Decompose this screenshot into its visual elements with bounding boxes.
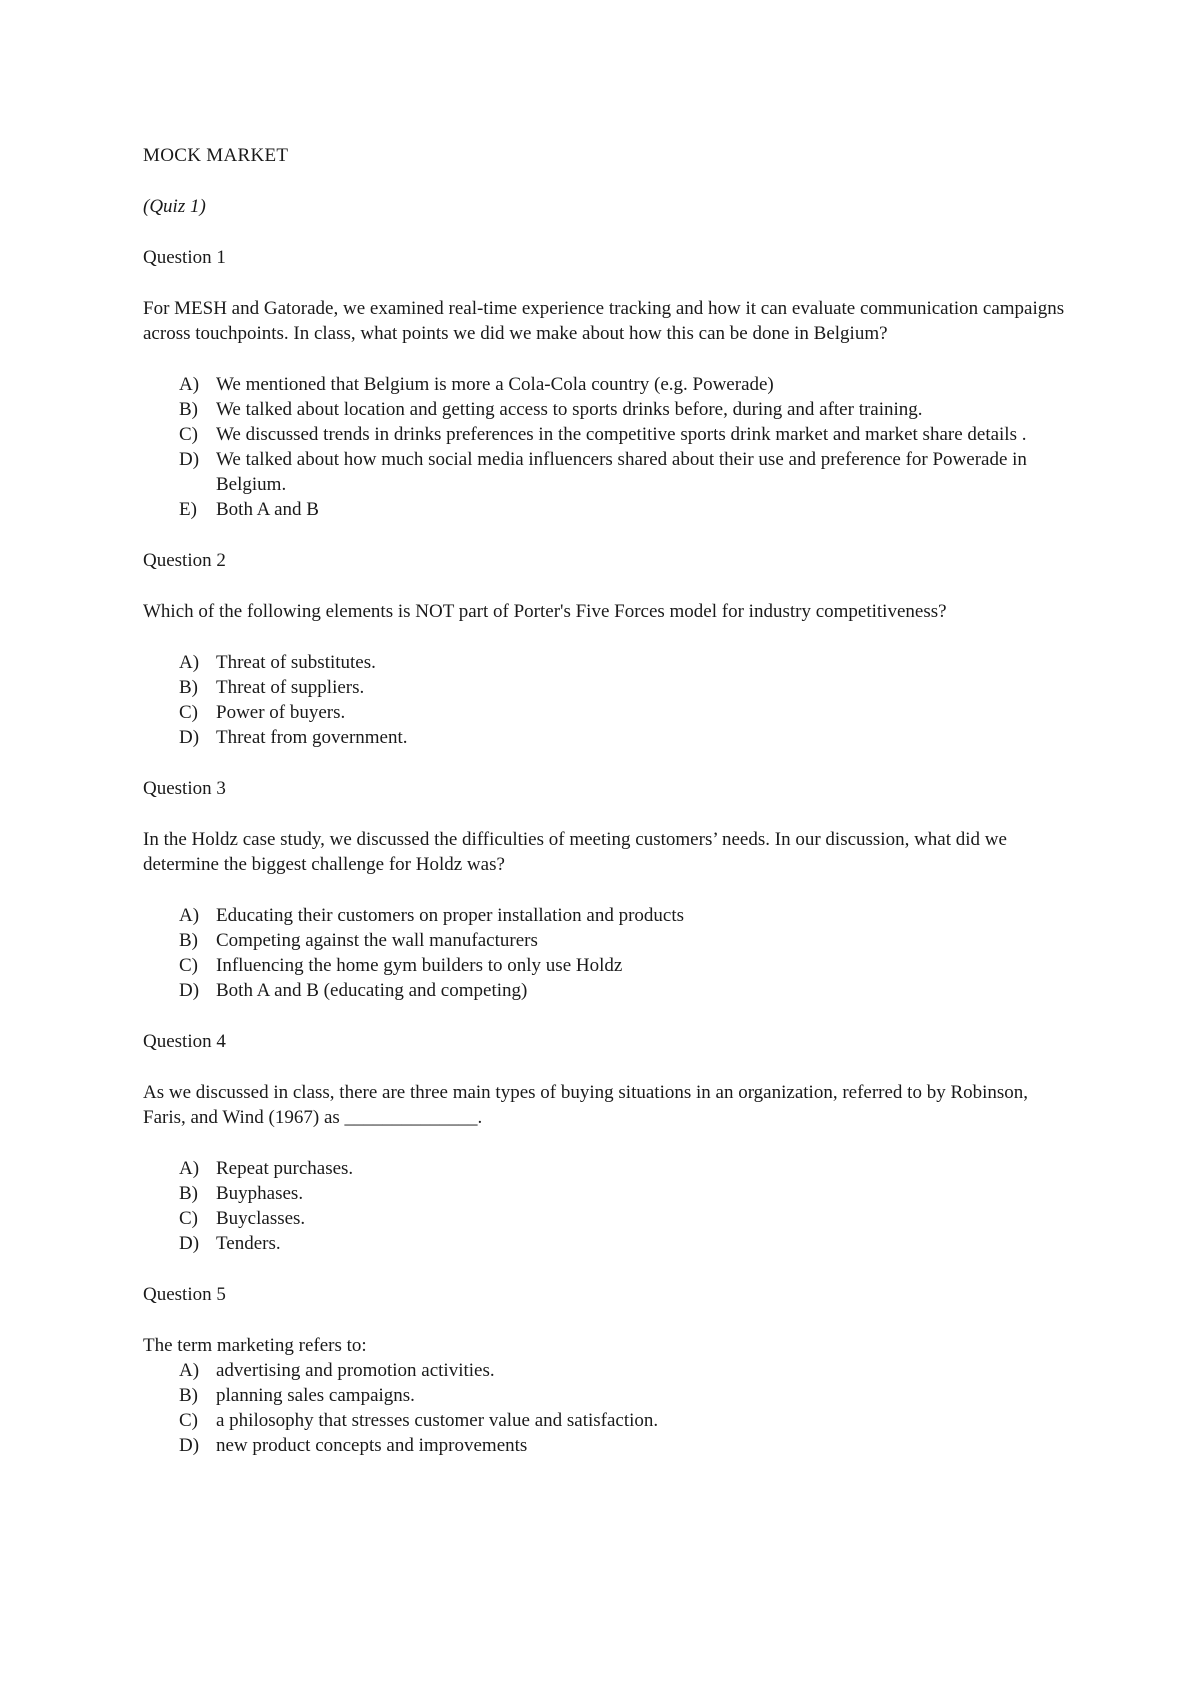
option-letter: D) xyxy=(179,980,200,1001)
answer-options xyxy=(143,372,1073,522)
answer-option xyxy=(143,978,1073,1003)
option-letter: C) xyxy=(179,955,198,976)
answer-option xyxy=(143,1433,1073,1458)
answer-option xyxy=(143,928,1073,953)
answer-option xyxy=(143,497,1073,522)
option-text: Educating their customers on proper installation and products xyxy=(216,905,685,926)
option-text: new product concepts and improvements xyxy=(216,1435,528,1456)
answer-option xyxy=(143,397,1073,422)
option-text: Threat of substitutes. xyxy=(216,652,376,673)
option-text: advertising and promotion activities. xyxy=(216,1360,495,1381)
answer-option xyxy=(143,903,1073,928)
option-text: Competing against the wall manufacturers xyxy=(216,930,538,951)
answer-option xyxy=(143,422,1073,447)
option-text: Power of buyers. xyxy=(216,702,346,723)
option-letter: C) xyxy=(179,1208,198,1229)
question-heading: Question 2 xyxy=(143,550,226,571)
option-text: Threat of suppliers. xyxy=(216,677,365,698)
answer-option xyxy=(143,650,1073,675)
option-letter: B) xyxy=(179,677,198,698)
question-heading: Question 4 xyxy=(143,1031,226,1052)
answer-option xyxy=(143,1156,1073,1181)
option-text: We talked about how much social media influencers shared about their use and preference for Powerade in Belgium. xyxy=(216,449,1027,495)
option-letter: A) xyxy=(179,1360,200,1381)
option-letter: E) xyxy=(179,499,197,520)
option-text: Influencing the home gym builders to only use Holdz xyxy=(216,955,623,976)
option-text: We talked about location and getting access to sports drinks before, during and after training. xyxy=(216,399,923,420)
option-letter: C) xyxy=(179,424,198,445)
question-5 xyxy=(143,1282,1073,1458)
option-letter: D) xyxy=(179,727,200,748)
question-heading: Question 1 xyxy=(143,247,226,268)
option-text: Both A and B (educating and competing) xyxy=(216,980,528,1001)
answer-option xyxy=(143,372,1073,397)
document-subtitle: (Quiz 1) xyxy=(143,196,206,217)
answer-option xyxy=(143,1231,1073,1256)
question-1 xyxy=(143,245,1073,522)
question-2 xyxy=(143,548,1073,750)
option-text: We mentioned that Belgium is more a Cola-Cola country (e.g. Powerade) xyxy=(216,374,774,395)
answer-option xyxy=(143,447,1073,497)
answer-option xyxy=(143,675,1073,700)
option-letter: B) xyxy=(179,1385,198,1406)
answer-option xyxy=(143,1206,1073,1231)
option-letter: B) xyxy=(179,930,198,951)
answer-options xyxy=(143,903,1073,1003)
option-text: Buyphases. xyxy=(216,1183,304,1204)
option-letter: D) xyxy=(179,449,200,470)
answer-option xyxy=(143,1383,1073,1408)
question-text: For MESH and Gatorade, we examined real-time experience tracking and how it can evaluate communication campaigns across touchpoints. In class, what points we did we make about how this can be done in Belgium? xyxy=(143,298,1065,344)
option-text: Threat from government. xyxy=(216,727,408,748)
option-text: Both A and B xyxy=(216,499,319,520)
answer-option xyxy=(143,700,1073,725)
question-heading: Question 5 xyxy=(143,1284,226,1305)
option-letter: C) xyxy=(179,702,198,723)
option-text: Repeat purchases. xyxy=(216,1158,354,1179)
option-text: Buyclasses. xyxy=(216,1208,306,1229)
option-letter: B) xyxy=(179,1183,198,1204)
option-letter: D) xyxy=(179,1435,200,1456)
option-letter: B) xyxy=(179,399,198,420)
answer-option xyxy=(143,1181,1073,1206)
answer-option xyxy=(143,1358,1073,1383)
answer-option xyxy=(143,1408,1073,1433)
option-letter: C) xyxy=(179,1410,198,1431)
question-text: The term marketing refers to: xyxy=(143,1335,367,1356)
option-text: planning sales campaigns. xyxy=(216,1385,415,1406)
question-heading: Question 3 xyxy=(143,778,226,799)
option-text: Tenders. xyxy=(216,1233,281,1254)
option-letter: A) xyxy=(179,652,200,673)
question-4 xyxy=(143,1029,1073,1256)
option-letter: D) xyxy=(179,1233,200,1254)
document-page xyxy=(143,143,1073,1484)
answer-options xyxy=(143,1358,1073,1458)
answer-options xyxy=(143,650,1073,750)
answer-option xyxy=(143,725,1073,750)
answer-option xyxy=(143,953,1073,978)
option-letter: A) xyxy=(179,374,200,395)
question-text: Which of the following elements is NOT part of Porter's Five Forces model for industry competitiveness? xyxy=(143,601,947,622)
question-text: In the Holdz case study, we discussed the difficulties of meeting customers’ needs. In our discussion, what did we determine the biggest challenge for Holdz was? xyxy=(143,829,1007,875)
option-letter: A) xyxy=(179,905,200,926)
question-3 xyxy=(143,776,1073,1003)
option-text: a philosophy that stresses customer value and satisfaction. xyxy=(216,1410,659,1431)
option-text: We discussed trends in drinks preferences in the competitive sports drink market and market share details . xyxy=(216,424,1027,445)
option-letter: A) xyxy=(179,1158,200,1179)
document-title: MOCK MARKET xyxy=(143,145,289,166)
question-text: As we discussed in class, there are three main types of buying situations in an organization, referred to by Robinson, Faris, and Wind (1967) as ______________. xyxy=(143,1082,1029,1128)
answer-options xyxy=(143,1156,1073,1256)
